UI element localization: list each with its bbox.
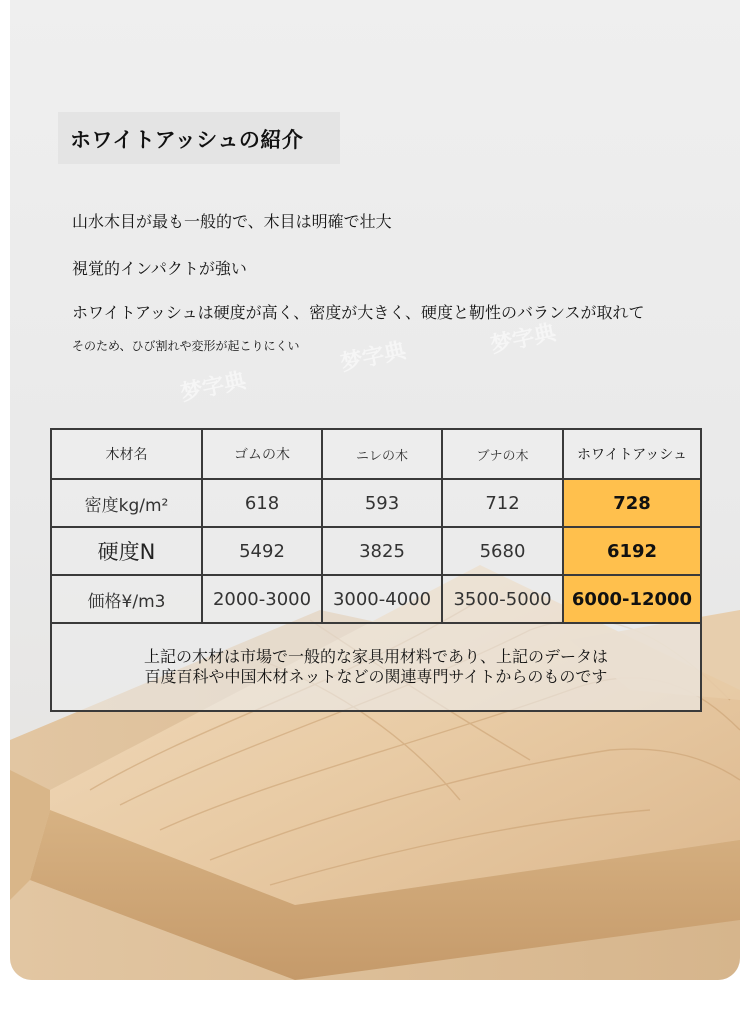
table-cell-highlight: 6192 xyxy=(563,527,701,575)
feature-text-1: 山水木目が最も一般的で、木目は明確で壮大 xyxy=(72,212,392,231)
table-cell-highlight: 728 xyxy=(563,479,701,527)
footnote-line-1: 上記の木材は市場で一般的な家具用材料であり、上記のデータは xyxy=(143,647,608,666)
row-label-price: 価格¥/m3 xyxy=(51,575,202,623)
feature-text-2: 視覚的インパクトが強い xyxy=(72,259,247,278)
section-title: ホワイトアッシュの紹介 xyxy=(70,128,304,152)
table-row xyxy=(51,527,701,575)
table-cell: 3000-4000 xyxy=(322,575,442,623)
watermark: 梦字典 xyxy=(178,368,249,407)
table-cell: 593 xyxy=(322,479,442,527)
table-cell-highlight: 6000-12000 xyxy=(563,575,701,623)
table-cell: 3500-5000 xyxy=(442,575,563,623)
table-footnote xyxy=(51,623,701,711)
header-white-ash: ホワイトアッシュ xyxy=(563,429,701,479)
table-cell: 618 xyxy=(202,479,322,527)
feature-text-3: ホワイトアッシュは硬度が高く、密度が大きく、硬度と靭性のバランスが取れて xyxy=(72,303,645,322)
table-row xyxy=(51,575,701,623)
table-footnote-row xyxy=(51,623,701,711)
table-cell: 5680 xyxy=(442,527,563,575)
wood-comparison-table xyxy=(50,428,702,712)
table-row xyxy=(51,479,701,527)
header-wood-name: 木材名 xyxy=(51,429,202,479)
feature-note: そのため、ひび割れや変形が起こりにくい xyxy=(72,339,300,353)
table-cell: 3825 xyxy=(322,527,442,575)
header-rubber-wood: ゴムの木 xyxy=(202,429,322,479)
row-label-density: 密度kg/m² xyxy=(51,479,202,527)
watermark: 梦字典 xyxy=(488,320,559,359)
row-label-hardness: 硬度N xyxy=(51,527,202,575)
table-cell: 712 xyxy=(442,479,563,527)
header-beech: ブナの木 xyxy=(442,429,563,479)
table-cell: 2000-3000 xyxy=(202,575,322,623)
header-elm: ニレの木 xyxy=(322,429,442,479)
table-header-row xyxy=(51,429,701,479)
watermark: 梦字典 xyxy=(338,338,409,377)
table-cell: 5492 xyxy=(202,527,322,575)
footnote-line-2: 百度百科や中国木材ネットなどの関連専門サイトからのものです xyxy=(144,667,608,686)
